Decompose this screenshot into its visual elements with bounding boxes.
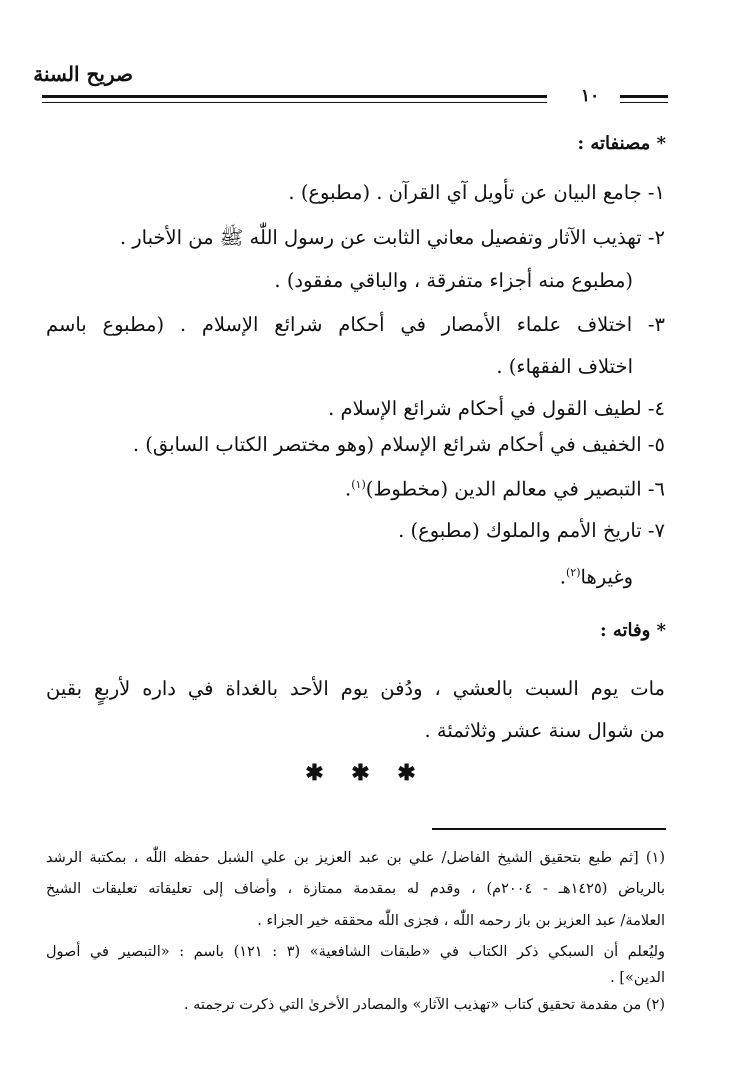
work-item-3: ٣- اختلاف علماء الأمصار في أحكام شرائع الإسلام . (مطبوع باسم [46,313,665,336]
death-line-1: مات يوم السبت بالعشي ، ودُفن يوم الأحد بالغداة في داره لأربعٍ بقين [46,677,665,700]
footnote-ref-2: (٢) [566,566,581,579]
footnote-1-line-5: الدين»] . [610,970,665,986]
footnote-1-line-3: العلامة/ عبد العزيز بن باز رحمه اللّٰه ، فجزى اللّٰه محققه خير الجزاء . [257,913,665,929]
page-number: ١٠ [580,86,600,106]
footnote-rule [432,828,666,830]
work-item-1: ١- جامع البيان عن تأويل آي القرآن . (مطبوع) . [288,181,665,204]
work-item-6-text: ٦- التبصير في معالم الدين (مخطوط) [365,477,665,501]
work-item-5: ٥- الخفيف في أحكام شرائع الإسلام (وهو مختصر الكتاب السابق) . [132,433,665,456]
footnote-ref-1: (١) [351,478,366,491]
section-separator-stars: ✱ ✱ ✱ [305,760,426,786]
work-item-others: وغيرها$^{(٢)}$. [559,565,633,589]
footnote-2: (٢) من مقدمة تحقيق كتاب «تهذيب الآثار» والمصادر الأخرىٰ التي ذكرت ترجمته . [183,997,665,1013]
header-rule-short [620,95,668,103]
work-item-7: ٧- تاريخ الأمم والملوك (مطبوع) . [398,519,665,542]
header-rule-long [42,95,547,103]
death-heading: * وفاته : [599,620,666,641]
footnote-1-line-1: (١) [ثم طبع بتحقيق الشيخ الفاضل/ علي بن عبد العزيز بن علي الشبل حفظه اللّٰه ، بمكتبة الرشد [46,850,665,866]
works-heading: * مصنفاته : [577,133,666,154]
work-item-2-note: (مطبوع منه أجزاء متفرقة ، والباقي مفقود) . [274,269,633,292]
work-item-6: ٦- التبصير في معالم الدين (مخطوط)$^{(١)}$. [345,477,665,501]
work-item-2: ٢- تهذيب الآثار وتفصيل معاني الثابت عن رسول اللّٰه ﷺ من الأخبار . [119,226,665,249]
work-item-3-cont: اختلاف الفقهاء) . [496,355,633,378]
work-item-4: ٤- لطيف القول في أحكام شرائع الإسلام . [328,397,665,420]
death-line-2: من شوال سنة عشر وثلاثمئة . [424,719,665,742]
footnote-1-line-2: بالرياض (١٤٢٥هـ - ٢٠٠٤م) ، وقدم له بمقدمة ممتازة ، وأضاف إلى تعليقاته تعليقات الشيخ [46,881,665,897]
running-head-title: صريح السنة [33,62,133,86]
others-text: وغيرها [580,565,633,589]
footnote-1-line-4: وليُعلم أن السبكي ذكر الكتاب في «طبقات الشافعية» (٣ : ١٢١) باسم : «التبصير في أصول [46,944,666,960]
